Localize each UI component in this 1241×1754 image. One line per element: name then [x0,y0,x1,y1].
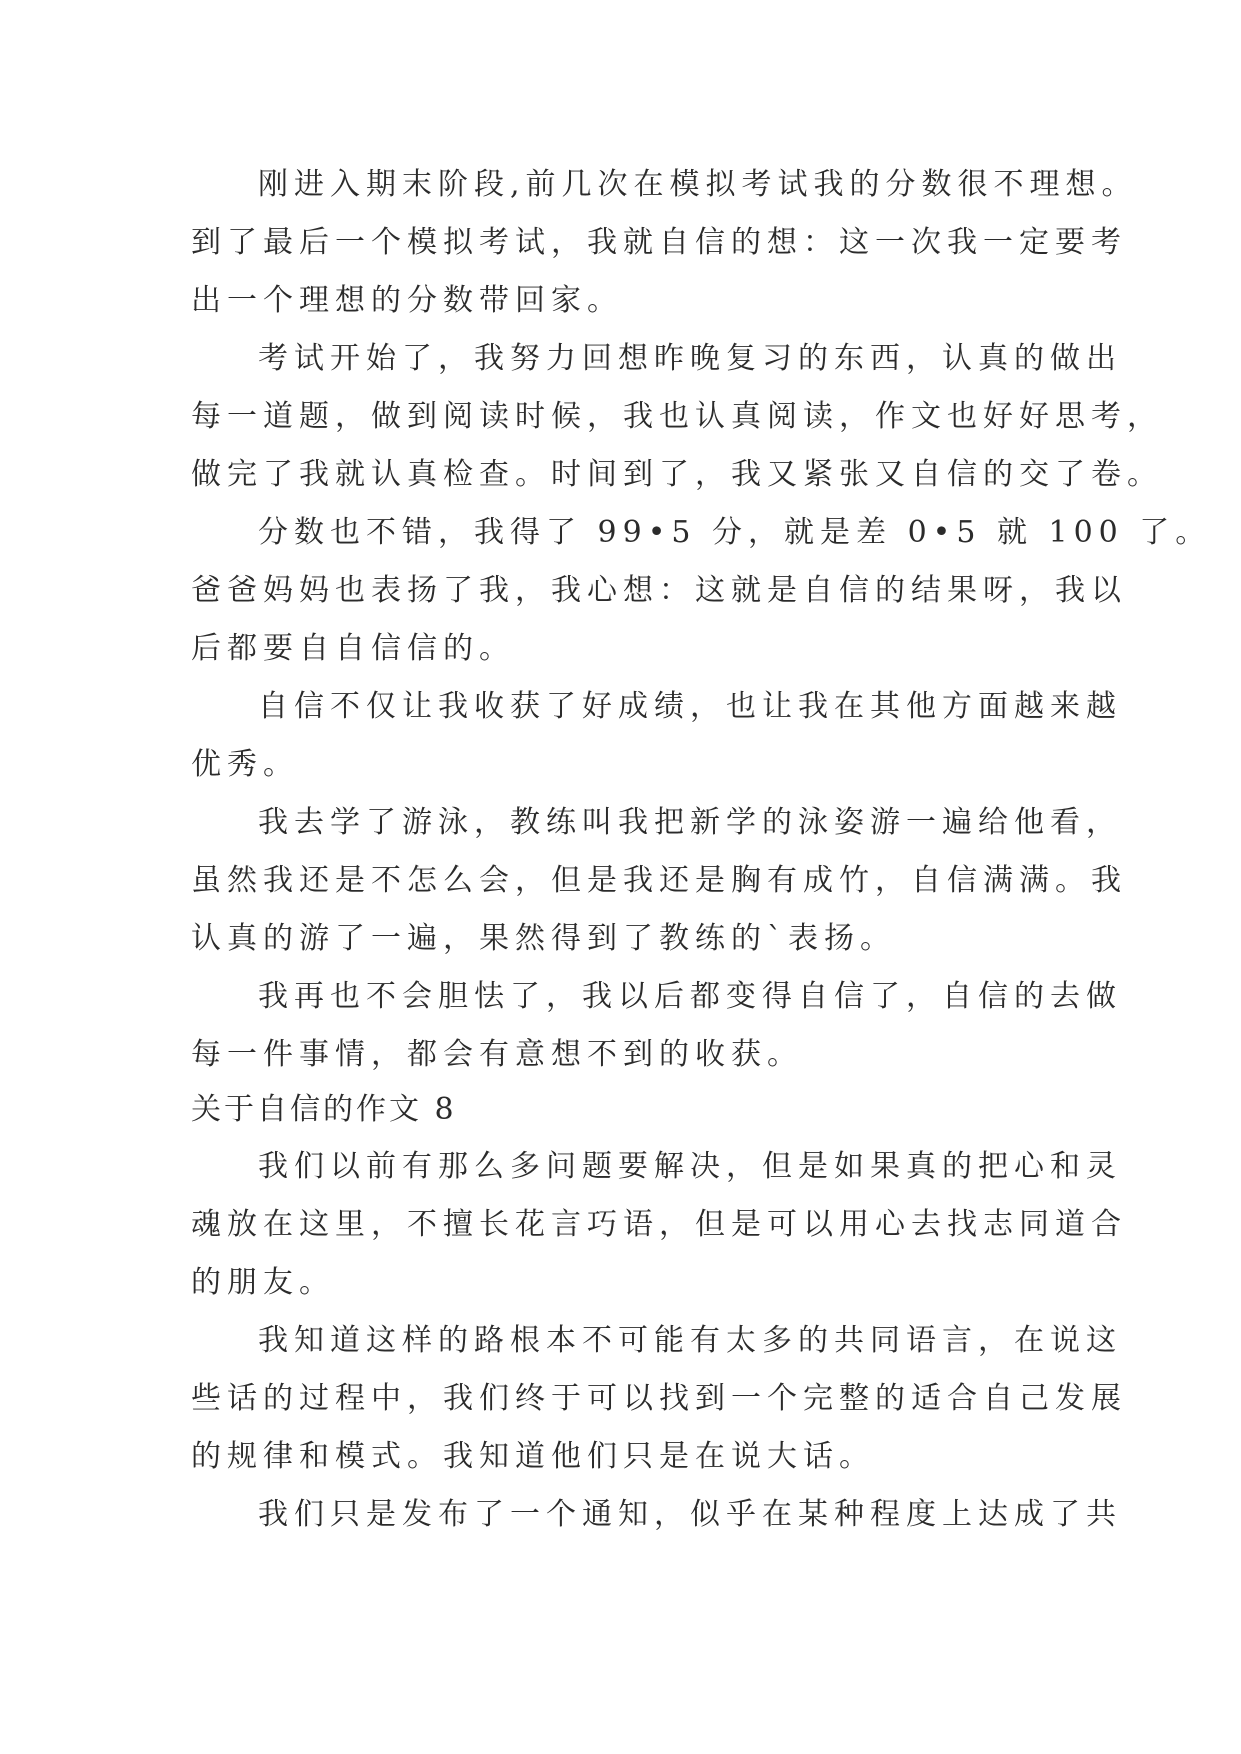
paragraph-line: 优秀。 [191,747,299,782]
paragraph-line: 些话的过程中，我们终于可以找到一个完整的适合自己发展 [191,1381,1127,1416]
paragraph-line: 自信不仅让我收获了好成绩，也让我在其他方面越来越 [258,689,1122,724]
paragraph-line: 到了最后一个模拟考试，我就自信的想：这一次我一定要考 [191,225,1127,260]
paragraph-line: 认真的游了一遍，果然得到了教练的`表扬。 [191,921,896,956]
paragraph-line: 我知道这样的路根本不可能有太多的共同语言，在说这 [258,1323,1122,1358]
paragraph-line: 考试开始了，我努力回想昨晚复习的东西，认真的做出 [258,341,1122,376]
paragraph-line: 魂放在这里，不擅长花言巧语，但是可以用心去找志同道合 [191,1207,1127,1242]
paragraph-line: 爸爸妈妈也表扬了我，我心想：这就是自信的结果呀，我以 [191,573,1127,608]
paragraph-line: 做完了我就认真检查。时间到了，我又紧张又自信的交了卷。 [191,457,1163,492]
section-heading: 关于自信的作文 8 [191,1092,457,1127]
paragraph-line: 的朋友。 [191,1265,335,1300]
paragraph-line: 每一道题，做到阅读时候，我也认真阅读，作文也好好思考， [191,399,1163,434]
paragraph-line: 刚进入期末阶段,前几次在模拟考试我的分数很不理想。 [258,167,1138,202]
paragraph-line: 分数也不错，我得了 99•5 分，就是差 0•5 就 100 了。 [258,515,1212,550]
paragraph-line: 我们只是发布了一个通知，似乎在某种程度上达成了共 [258,1497,1122,1532]
paragraph-line: 的规律和模式。我知道他们只是在说大话。 [191,1439,875,1474]
paragraph-line: 每一件事情，都会有意想不到的收获。 [191,1037,803,1072]
paragraph-line: 后都要自自信信的。 [191,631,515,666]
paragraph-line: 我们以前有那么多问题要解决，但是如果真的把心和灵 [258,1149,1122,1184]
paragraph-line: 出一个理想的分数带回家。 [191,283,623,318]
paragraph-line: 我去学了游泳，教练叫我把新学的泳姿游一遍给他看， [258,805,1122,840]
paragraph-line: 我再也不会胆怯了，我以后都变得自信了，自信的去做 [258,979,1122,1014]
paragraph-line: 虽然我还是不怎么会，但是我还是胸有成竹，自信满满。我 [191,863,1127,898]
